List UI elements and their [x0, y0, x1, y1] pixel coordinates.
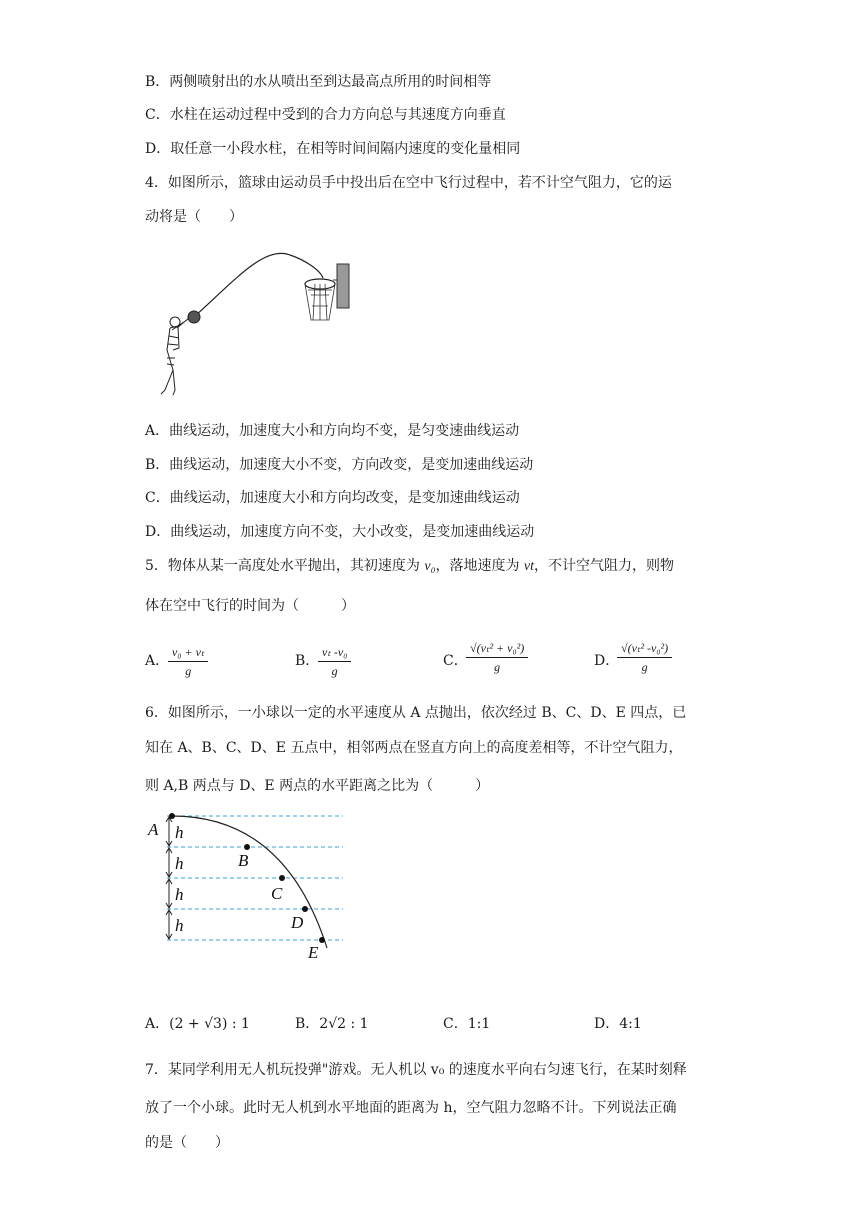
player-figure [161, 317, 189, 395]
q6-stem-line1: 6．如图所示，一小球以一定的水平速度从 A 点抛出，依次经过 B、C、D、E 四点，已 [145, 705, 687, 721]
q4-option-b: B．曲线运动，加速度大小不变，方向改变，是变加速曲线运动 [145, 457, 534, 473]
q3-option-d: D．取任意一小段水柱，在相等时间间隔内速度的变化量相同 [145, 141, 521, 157]
point-b-dot [244, 844, 250, 850]
q6-stem-line2: 知在 A、B、C、D、E 五点中，相邻两点在竖直方向上的高度差相等，不计空气阻力， [145, 740, 683, 756]
q5-option-c-fraction: $\frac{\text{√(vₜ² + v₀²)}}{g}$ [466, 641, 528, 675]
basketball [188, 311, 200, 323]
h-label-3: h [175, 885, 184, 904]
point-e-label: E [308, 943, 319, 962]
q3-option-c: C．水柱在运动过程中受到的合力方向总与其速度方向垂直 [145, 107, 506, 123]
basketball-figure [145, 240, 365, 402]
ball-trajectory [195, 253, 323, 316]
vt-symbol: vt [523, 559, 535, 574]
q7-stem-line2: 放了一个小球。此时无人机到水平地面的距离为 h，空气阻力忽略不计。下列说法正确 [145, 1100, 677, 1116]
q5-stem-line1: 5．物体从某一高度处水平抛出，其初速度为 v₀，落地速度为 vt，不计空气阻力，则物 [145, 558, 675, 574]
q5-option-b-fraction: $\frac{\text{vₜ -v₀}}{g}$ [318, 645, 351, 679]
q7-stem-line1: 7．某同学利用无人机玩投弹"游戏。无人机以 v₀ 的速度水平向右匀速飞行，在某时刻释 [145, 1062, 687, 1078]
q6-option-a: A．(2 + √3) : 1 [145, 1016, 250, 1032]
h-label-4: h [175, 916, 184, 935]
h-label-1: h [175, 823, 184, 842]
q6-option-b: B．2√2 : 1 [295, 1016, 369, 1032]
v0-symbol: v₀ [424, 559, 436, 574]
q5-option-a-fraction: $\frac{\text{v₀ + vₜ}}{g}$ [168, 645, 208, 679]
point-d-dot [302, 906, 308, 912]
projectile-figure [145, 808, 350, 968]
q7-stem-line3: 的是（ ） [145, 1135, 229, 1151]
point-b-label: B [238, 851, 249, 870]
point-d-label: D [291, 913, 304, 932]
h-label-2: h [175, 854, 184, 873]
hoop-net [305, 284, 335, 320]
q4-option-c: C．曲线运动，加速度大小和方向均改变，是变加速曲线运动 [145, 490, 520, 506]
q4-option-d: D．曲线运动，加速度方向不变，大小改变，是变加速曲线运动 [145, 524, 535, 540]
q5-stem-line2: 体在空中飞行的时间为（ ） [145, 598, 355, 614]
q5-option-d-fraction: $\frac{\text{√(vₜ² -v₀²)}}{g}$ [617, 641, 672, 675]
q6-option-d: D．4:1 [594, 1016, 642, 1032]
point-c-dot [279, 875, 285, 881]
q4-stem-line2: 动将是（ ） [145, 209, 243, 225]
point-c-label: C [271, 884, 283, 903]
backboard [337, 264, 349, 308]
q5-option-a-label: A． [145, 653, 170, 669]
q6-option-c: C．1:1 [443, 1016, 491, 1032]
point-a-label: A [148, 820, 159, 839]
q4-stem-line1: 4．如图所示，篮球由运动员手中投出后在空中飞行过程中，若不计空气阻力，它的运 [145, 175, 672, 191]
q5-option-b-label: B． [295, 653, 320, 669]
q6-stem-line3: 则 A,B 两点与 D、E 两点的水平距离之比为（ ） [145, 778, 490, 794]
point-e-dot [319, 937, 325, 943]
q3-option-b: B．两侧喷射出的水从喷出至到达最高点所用的时间相等 [145, 74, 492, 90]
q5-option-d-label: D． [594, 653, 620, 669]
q5-option-c-label: C． [443, 653, 468, 669]
q4-option-a: A．曲线运动，加速度大小和方向均不变，是匀变速曲线运动 [145, 423, 520, 439]
trajectory-curve [172, 816, 327, 948]
